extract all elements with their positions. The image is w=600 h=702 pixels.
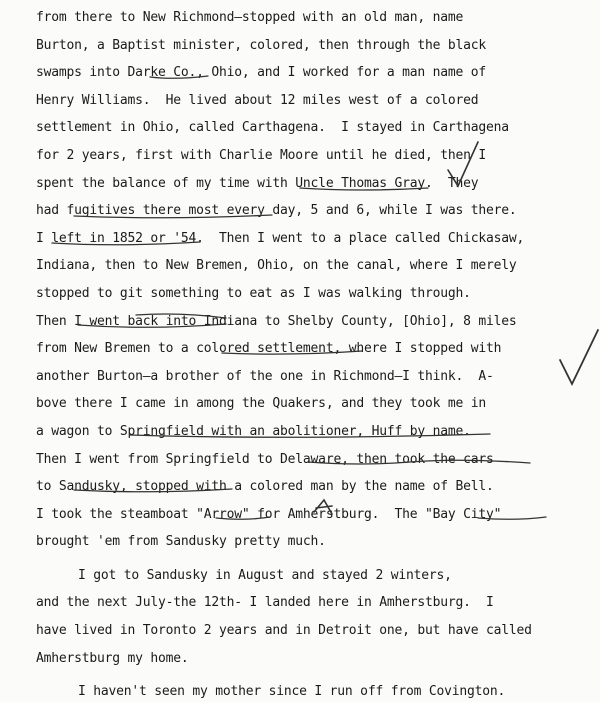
document-body	[36, 4, 596, 702]
text-line: for 2 years, first with Charlie Moore until he died, then I	[36, 147, 486, 163]
text-line: have lived in Toronto 2 years and in Detroit one, but have called	[36, 623, 532, 639]
text-line: from New Bremen to a colored settlement, where I stopped with	[36, 341, 502, 357]
text-line: from there to New Richmond—stopped with an old man, name	[36, 10, 464, 25]
text-line: spent the balance of my time with Uncle Thomas Gray. They	[36, 175, 479, 191]
text-line: stopped to git something to eat as I was walking through.	[36, 285, 471, 301]
text-line: I got to Sandusky in August and stayed 2 winters,	[78, 567, 452, 583]
text-line: had fugitives there most every day, 5 and 6, while I was there.	[36, 203, 517, 219]
text-line: Then I went back into Indiana to Shelby County, [Ohio], 8 miles	[36, 313, 517, 329]
text-line: another Burton—a brother of the one in Richmond—I think. A-	[36, 368, 494, 384]
text-line: settlement in Ohio, called Carthagena. I stayed in Carthagena	[36, 120, 509, 136]
text-line: and the next July-the 12th- I landed here in Amherstburg. I	[36, 595, 494, 611]
text-line: swamps into Darke Co., Ohio, and I worked for a man name of	[36, 65, 486, 81]
text-line: I took the steamboat "Arrow" for Amherstburg. The "Bay City"	[36, 506, 502, 522]
text-line: brought 'em from Sandusky pretty much.	[36, 534, 326, 550]
text-line: Burton, a Baptist minister, colored, then through the black	[36, 37, 486, 53]
text-line: to Sandusky, stopped with a colored man by the name of Bell.	[36, 479, 494, 495]
text-line: Indiana, then to New Bremen, Ohio, on the canal, where I merely	[36, 258, 517, 274]
text-line: Amherstburg my home.	[36, 650, 189, 666]
text-line: Then I went from Springfield to Delaware, then took the cars	[36, 451, 494, 467]
text-line: I haven't seen my mother since I run off from Covington.	[78, 684, 506, 700]
text-line: I left in 1852 or '54. Then I went to a place called Chickasaw,	[36, 230, 525, 246]
text-line: a wagon to Springfield with an abolitioner, Huff by name.	[36, 423, 471, 439]
text-line: Henry Williams. He lived about 12 miles west of a colored	[36, 92, 479, 108]
text-line: bove there I came in among the Quakers, and they took me in	[36, 396, 486, 412]
